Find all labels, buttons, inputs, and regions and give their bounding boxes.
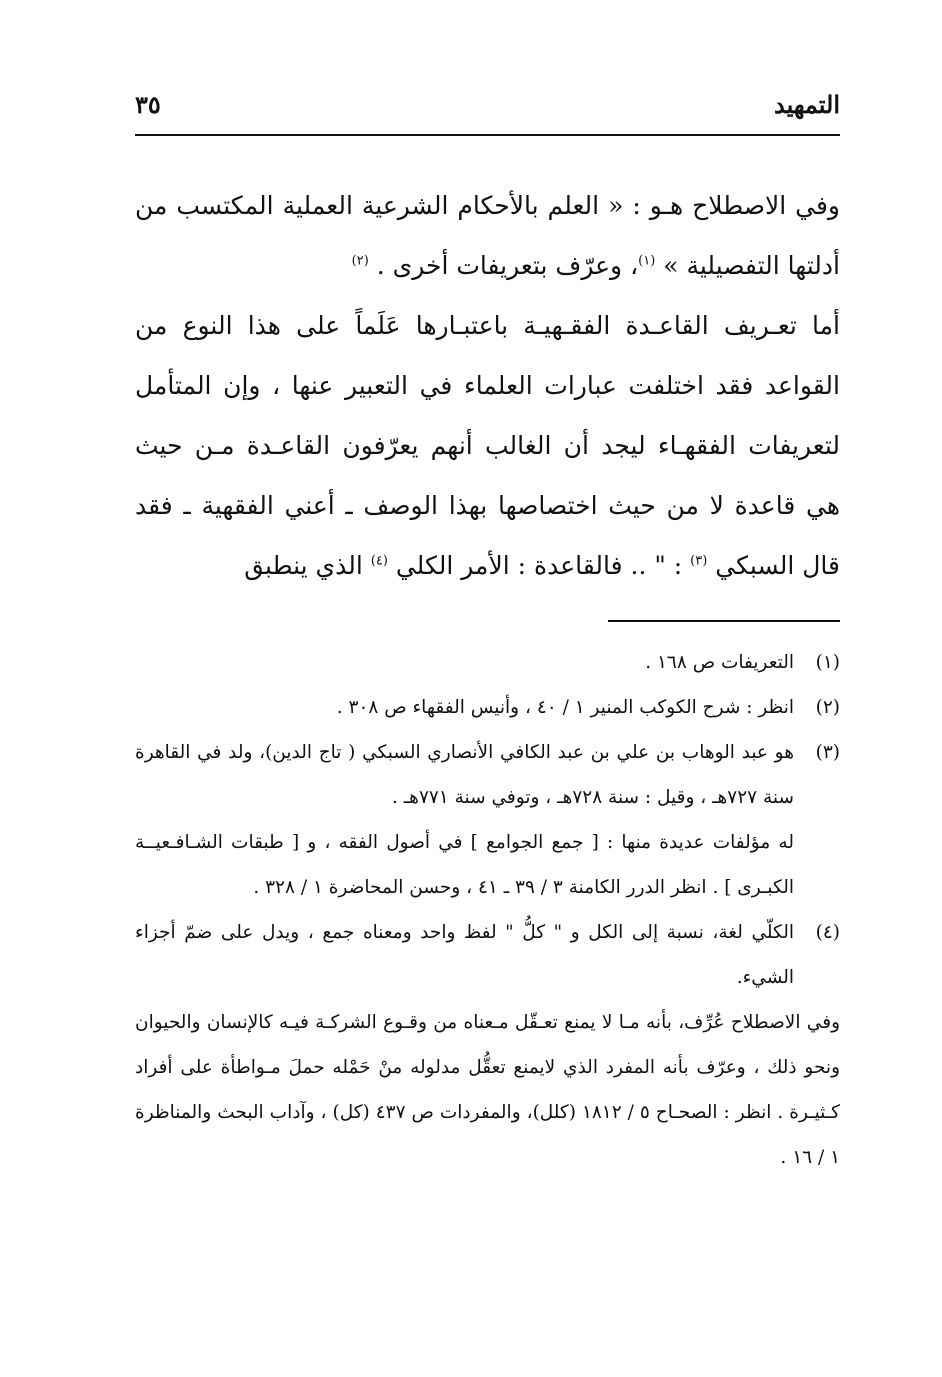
footnote-text: هو عبد الوهاب بن علي بن عبد الكافي الأنصاري السبكي ( تاج الدين)، ولد في القاهرة سنة ٧٢٧هـ ، وقيل : سنة ٧٢٨هـ ، وتوفي سنة ٧٧١هـ .	[135, 742, 794, 808]
footnotes	[135, 640, 840, 1180]
paragraph-1-text-a: وفي الاصطلاح هـو : « العلم بالأحكام الشرعية العملية المكتسب من أدلتها التفصيلية »	[135, 191, 840, 280]
paragraph-2	[135, 296, 840, 596]
footnote-text: التعريفات ص ١٦٨ .	[645, 652, 794, 673]
footnote-number: (٤)	[815, 922, 840, 943]
page-number: ٣٥	[135, 89, 161, 119]
paragraph-2-text-b: : " .. فالقاعدة : الأمر الكلي	[387, 551, 691, 580]
paragraph-2-text-c: الذي ينطبق	[244, 551, 371, 580]
footnote-number: (٢)	[815, 697, 840, 718]
main-text	[135, 176, 840, 596]
footnote-3	[135, 730, 840, 910]
footnote-2	[135, 685, 840, 730]
footnote-4-continuation: وفي الاصطلاح عُرِّف، بأنه مـا لا يمنع تعـقّل مـعناه من وقـوع الشركـة فيـه كالإنسان والحيوان ونحو ذلك ، وعرّف بأنه المفرد الذي لايمنع تعقُّل مدلوله منْ حَمْله حملَ مـواطأة على أفراد كـثيـرة . انظر : الصحـاح ٥ / ١٨١٢ (كلل)، والمفردات ص ٤٣٧ (كل) ، وآداب البحث والمناظرة ١ / ١٦ .	[135, 1012, 840, 1168]
footnote-number: (١)	[815, 652, 840, 673]
running-header	[135, 84, 840, 124]
header-divider	[135, 134, 840, 136]
footnote-text: انظر : شرح الكوكب المنير ١ / ٤٠ ، وأنيس الفقهاء ص ٣٠٨ .	[336, 697, 794, 718]
footnote-text: الكلّي لغة، نسبة إلى الكل و " كلُّ " لفظ واحد ومعناه جمع ، ويدل على ضمّ أجزاء الشيء.	[135, 922, 794, 988]
footnote-4	[135, 910, 840, 1000]
footnote-1	[135, 640, 840, 685]
footnote-ref-4[interactable]: (٤)	[370, 553, 388, 569]
footnote-divider	[608, 620, 840, 622]
footnote-number: (٣)	[815, 742, 840, 763]
footnote-ref-3[interactable]: (٣)	[690, 553, 708, 569]
paragraph-1-text-b: ، وعرّف بتعريفات أخرى .	[368, 251, 639, 280]
paragraph-1	[135, 176, 840, 296]
footnote-ref-2[interactable]: (٢)	[351, 253, 369, 269]
paragraph-2-text-a: أما تعـريف القاعـدة الفقـهيـة باعتبـارها عَلَماً على هذا النوع من القواعد فقد اختلفت عبارات العلماء في التعبير عنها ، وإن المتأمل لتعريفات الفقهـاء ليجد أن الغالب أنهم يعرّفون القاعـدة مـن حيث هي قاعدة لا من حيث اختصاصها بهذا الوصف ـ أعني الفقهية ـ فقد قال السبكي	[135, 311, 840, 580]
running-head-title: التمهيد	[774, 89, 840, 119]
footnote-text: له مؤلفات عديدة منها : [ جمع الجوامع ] في أصول الفقه ، و [ طبقات الشـافـعيــة الكبـرى ] . انظر الدرر الكامنة ٣ / ٣٩ ـ ٤١ ، وحسن المحاضرة ١ / ٣٢٨ .	[135, 832, 794, 898]
footnote-ref-1[interactable]: (١)	[638, 253, 656, 269]
